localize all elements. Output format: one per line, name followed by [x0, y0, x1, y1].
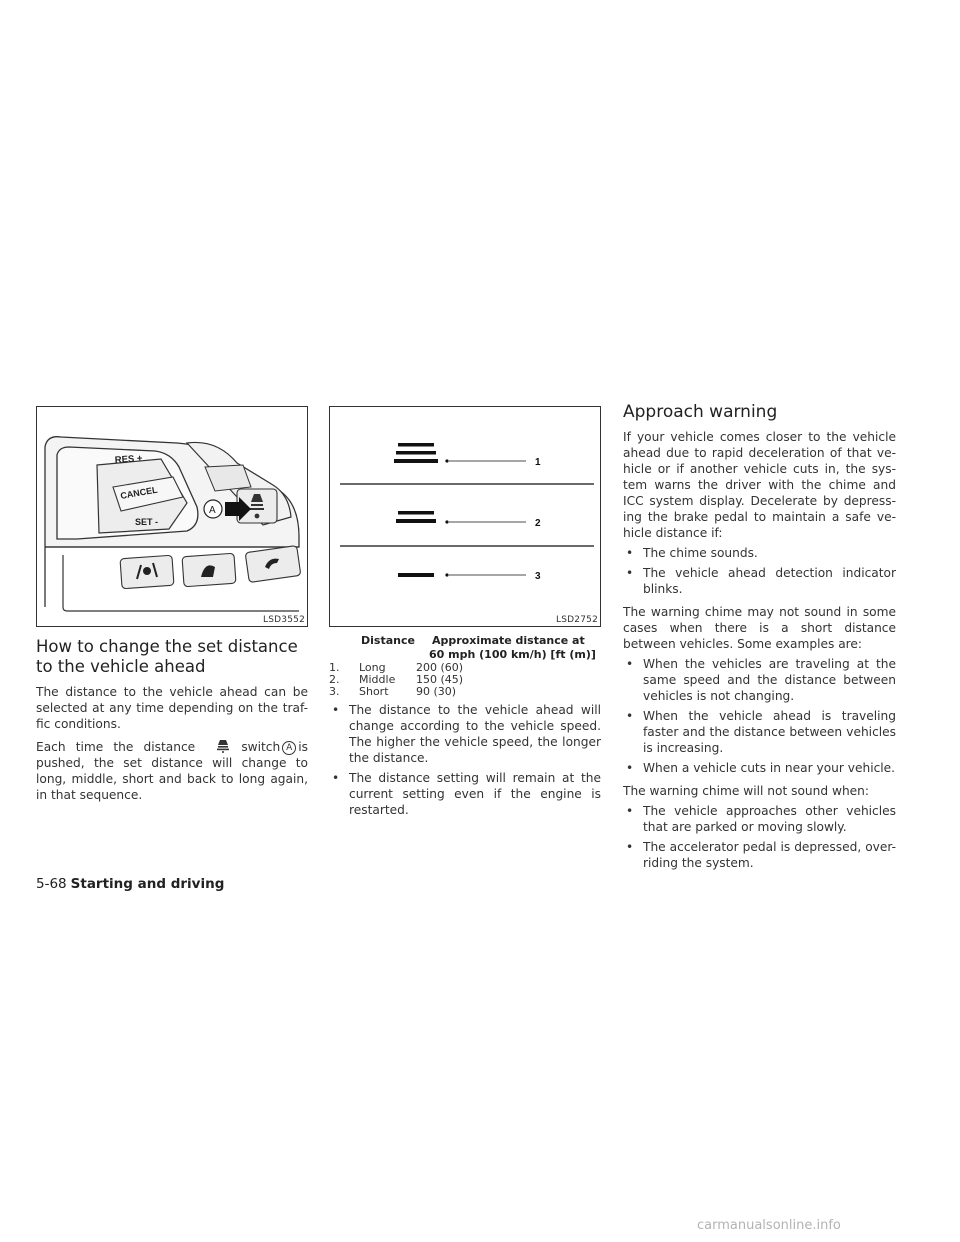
middle-column — [329, 406, 601, 818]
list-item: • When a vehicle cuts in near your vehicle. — [623, 760, 896, 776]
right-column — [623, 402, 896, 871]
callout-a-label: A — [209, 505, 216, 516]
list-item: • The distance setting will remain at the current setting even if the engine is restarted. — [329, 770, 601, 818]
figure-label-3: 3 — [535, 571, 541, 582]
distance-table — [329, 634, 601, 698]
figure-code: LSD2752 — [556, 615, 598, 625]
approach-warning-para-3: The warning chime will not sound when: — [623, 784, 869, 798]
steering-switch-illustration — [37, 407, 309, 628]
section-title: Starting and driving — [70, 876, 225, 892]
distance-table-header: Distance Approximate distance at 60 mph (100 km/h) [ft (m)] — [361, 634, 596, 661]
distance-notes-list — [329, 702, 601, 818]
figure-label-2: 2 — [535, 518, 541, 529]
distance-switch-icon — [205, 739, 241, 753]
distance-settings-figure — [329, 406, 601, 627]
set-distance-para-2: Each time the distance switch A is pushed, the set distance will change to long, middle, short and back to long again, in that sequence. — [36, 740, 308, 802]
section-heading-approach-warning: Approach warning — [623, 402, 778, 422]
page-number: 5-68 — [36, 876, 67, 892]
section-heading-set-distance: How to change the set distance to the vehicle ahead — [36, 637, 298, 676]
page-footer — [36, 876, 224, 892]
approach-warning-list-1 — [623, 545, 896, 597]
distance-bars-illustration — [330, 407, 602, 628]
table-row: 1. Long 200 (60) — [329, 661, 464, 674]
res-label: RES + — [114, 453, 143, 466]
list-item: • The vehicle ahead detection indicator blinks. — [623, 565, 896, 597]
set-distance-para-1: The distance to the vehicle ahead can be selected at any time depending on the traf-fic conditions. — [36, 685, 308, 731]
approach-warning-para-2: The warning chime may not sound in some cases when there is a short distance between vehicles. Some examples are: — [623, 605, 896, 651]
watermark-text: carmanualsonline.info — [697, 1218, 841, 1233]
left-column — [36, 406, 308, 803]
list-item: • The chime sounds. — [623, 545, 896, 561]
table-row: 2. Middle 150 (45) — [329, 673, 464, 686]
table-row: 3. Short 90 (30) — [329, 685, 457, 698]
set-label: SET - — [135, 517, 159, 527]
approach-warning-list-3 — [623, 803, 896, 871]
figure-code: LSD3552 — [263, 615, 305, 625]
approach-warning-para-1: If your vehicle comes closer to the vehicle ahead due to rapid deceleration of that ve-hicle or if another vehicle cuts in, the sys-tem warns the driver with the chime and ICC system display. Decelerate by depress-ing the brake pedal to maintain a safe ve-hicle distance if: — [623, 430, 896, 540]
list-item: • The accelerator pedal is depressed, over-riding the system. — [623, 839, 896, 871]
list-item: • When the vehicle ahead is traveling faster and the distance between vehicles is increasing. — [623, 708, 896, 756]
steering-switch-figure — [36, 406, 308, 627]
figure-label-1: 1 — [535, 457, 541, 468]
callout-a-badge: A — [282, 741, 296, 755]
list-item: • When the vehicles are traveling at the same speed and the distance between vehicles is not changing. — [623, 656, 896, 704]
approach-warning-list-2 — [623, 656, 896, 776]
list-item: • The distance to the vehicle ahead will change according to the vehicle speed. The higher the vehicle speed, the longer the distance. — [329, 702, 601, 766]
cancel-label: CANCEL — [119, 484, 159, 501]
list-item: • The vehicle approaches other vehicles that are parked or moving slowly. — [623, 803, 896, 835]
